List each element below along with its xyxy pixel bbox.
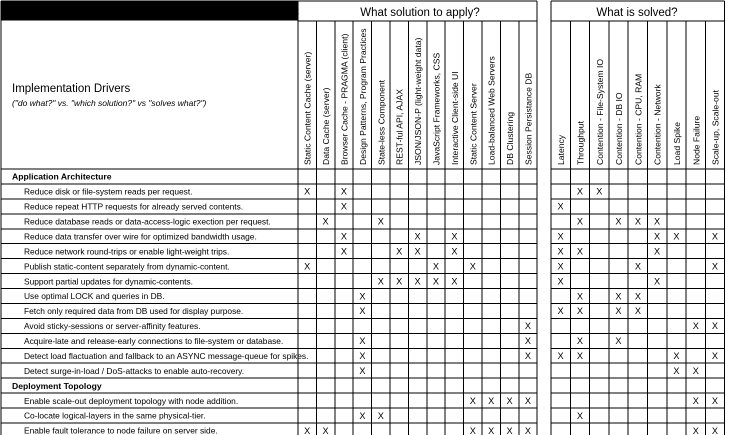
problem-mark: X [634, 216, 641, 227]
problem-mark: X [557, 351, 564, 362]
section-title: Application Architecture [12, 171, 112, 182]
problem-mark: X [615, 216, 622, 227]
drivers-heading: Implementation Drivers [12, 83, 131, 95]
problem-mark: X [557, 306, 564, 317]
driver-row-label: Enable fault tolerance to node failure on server side. [24, 425, 218, 435]
problem-mark: X [673, 351, 680, 362]
problem-mark: X [615, 291, 622, 302]
drivers-subheading: ("do what?" vs. "which solution?" vs "solves what?") [12, 98, 207, 108]
solution-mark: X [414, 276, 421, 287]
solution-mark: X [340, 231, 348, 242]
problem-mark: X [596, 186, 603, 197]
solution-mark: X [396, 246, 403, 257]
problem-mark: X [557, 276, 564, 287]
problem-mark: X [557, 261, 564, 272]
solution-mark: X [359, 366, 366, 376]
solution-mark: X [340, 201, 348, 212]
problem-mark: X [692, 321, 699, 332]
matrix-title: BUS-MATRIX : Scalable Web Architecture - Implementation Matrix [7, 5, 300, 16]
problem-mark: X [711, 261, 719, 272]
problem-mark: X [615, 306, 622, 317]
driver-row-label: Reduce data transfer over wire for optimized bandwidth usage. [24, 231, 257, 242]
solution-column-header: Static Content Server [468, 83, 479, 165]
problem-mark: X [654, 246, 661, 257]
problem-mark: X [654, 231, 661, 242]
solution-mark: X [396, 276, 403, 287]
problem-mark: X [557, 231, 564, 242]
problem-mark: X [576, 410, 583, 421]
problem-mark: X [576, 336, 583, 347]
solution-column-header: Static Content Cache (server) [302, 51, 313, 165]
problem-mark: X [711, 351, 719, 362]
solution-mark: X [524, 351, 532, 362]
problem-mark: X [673, 366, 680, 376]
solution-column-header: Session Persistance DB [523, 72, 534, 165]
problem-mark: X [576, 306, 583, 317]
solution-column-header: Browser Cache - PRAGMA (client) [339, 33, 350, 165]
solution-mark: X [359, 306, 366, 317]
driver-row-label: Reduce disk or file-system reads per request. [24, 186, 193, 197]
problem-mark: X [557, 201, 564, 212]
solution-mark: X [359, 291, 366, 302]
solution-mark: X [432, 276, 440, 287]
group-header-solutions: What solution to apply? [360, 7, 480, 19]
driver-row-label: Acquire-late and release-early connections to file-system or database. [24, 336, 284, 346]
solution-mark: X [524, 321, 532, 332]
problem-mark: X [711, 231, 719, 242]
problem-mark: X [634, 306, 641, 317]
solution-mark: X [322, 425, 329, 435]
solution-mark: X [469, 425, 476, 435]
solution-column-header: Interactive Client-side UI [449, 71, 460, 165]
solution-mark: X [469, 261, 476, 272]
problem-column-header: Scale-up, Scale-out [710, 90, 721, 165]
problem-column-header: Contention - DB IO [614, 92, 625, 165]
solution-column-header: Data Cache (server) [321, 87, 332, 165]
solution-mark: X [359, 336, 366, 347]
group-header-problems: What is solved? [596, 7, 678, 19]
driver-row-label: Use optimal LOCK and queries in DB. [24, 291, 165, 302]
solution-mark: X [304, 425, 311, 435]
section-title: Deployment Topology [12, 380, 102, 391]
solution-mark: X [469, 395, 476, 406]
solution-mark: X [377, 276, 384, 287]
solution-mark: X [451, 276, 458, 287]
problem-mark: X [557, 246, 564, 257]
problem-mark: X [692, 425, 699, 435]
solution-mark: X [304, 186, 311, 197]
driver-row-label: Detect load flactuation and fallback to an ASYNC message-queue for spikes. [24, 350, 309, 361]
solution-column-header: DB Clustering [505, 111, 516, 165]
solution-column-header: Design Patterns, Program Practices [357, 28, 368, 165]
problem-mark: X [634, 261, 641, 272]
problem-mark: X [673, 231, 680, 242]
solution-column-header: State-less Component [376, 79, 387, 165]
problem-mark: X [576, 291, 583, 302]
problem-column-header: Contention - Network [652, 84, 663, 165]
solution-column-header: JSON/JSON-P (light-weight data) [413, 37, 424, 165]
solution-mark: X [524, 336, 532, 347]
problem-mark: X [654, 216, 661, 227]
driver-row-label: Co-locate logical-layers in the same physical-tier. [24, 410, 206, 421]
solution-column-header: REST-ful API, AJAX [394, 89, 405, 165]
driver-row-label: Reduce repeat HTTP requests for already served contents. [24, 201, 244, 212]
problem-mark: X [692, 395, 699, 406]
solution-mark: X [322, 216, 329, 227]
driver-row-label: Reduce network round-trips or enable light-weight trips. [24, 246, 230, 257]
problem-column-header: Node Failure [691, 115, 702, 165]
solution-mark: X [304, 261, 311, 272]
problem-mark: X [615, 336, 622, 347]
problem-mark: X [692, 366, 699, 376]
problem-column-header: Contention - File-System IO [594, 58, 605, 165]
solution-mark: X [451, 231, 458, 242]
solution-mark: X [359, 410, 366, 421]
problem-mark: X [711, 395, 719, 406]
solution-mark: X [488, 395, 495, 406]
solution-mark: X [414, 246, 421, 257]
solution-mark: X [377, 216, 384, 227]
problem-mark: X [711, 425, 719, 435]
solution-mark: X [340, 246, 348, 257]
problem-mark: X [576, 246, 583, 257]
solution-mark: X [506, 425, 513, 435]
problem-mark: X [634, 291, 641, 302]
problem-mark: X [576, 216, 583, 227]
solution-mark: X [524, 425, 532, 435]
solution-column-header: Load-balanced Web Servers [486, 56, 497, 165]
problem-column-header: Throughput [575, 121, 586, 165]
problem-mark: X [576, 186, 583, 197]
problem-mark: X [654, 276, 661, 287]
driver-row-label: Reduce database reads or data-access-logic exection per request. [24, 216, 271, 227]
driver-row-label: Avoid sticky-sessions or server-affinity features. [24, 321, 201, 332]
solution-mark: X [432, 261, 440, 272]
problem-mark: X [711, 321, 719, 332]
problem-column-header: Latency [556, 134, 567, 165]
solution-mark: X [524, 395, 532, 406]
solution-column-header: JavaScript Frameworks, CSS [431, 52, 442, 165]
driver-row-label: Detect surge-in-load / DoS-attacks to enable auto-recovery. [24, 365, 245, 376]
driver-row-label: Support partial updates for dynamic-contents. [24, 276, 193, 287]
problem-mark: X [576, 351, 583, 362]
problem-column-header: Contention - CPU, RAM [633, 73, 644, 165]
solution-mark: X [488, 425, 495, 435]
driver-row-label: Fetch only required data from DB used for display purpose. [24, 306, 244, 317]
solution-mark: X [377, 410, 384, 421]
driver-row-label: Enable scale-out deployment topology with node addition. [24, 395, 239, 406]
driver-row-label: Publish static-content separately from dynamic-content. [24, 261, 230, 272]
solution-mark: X [451, 246, 458, 257]
solution-mark: X [506, 395, 513, 406]
problem-column-header: Load Spike [671, 121, 682, 165]
solution-mark: X [359, 351, 366, 362]
solution-mark: X [340, 186, 348, 197]
solution-mark: X [414, 231, 421, 242]
